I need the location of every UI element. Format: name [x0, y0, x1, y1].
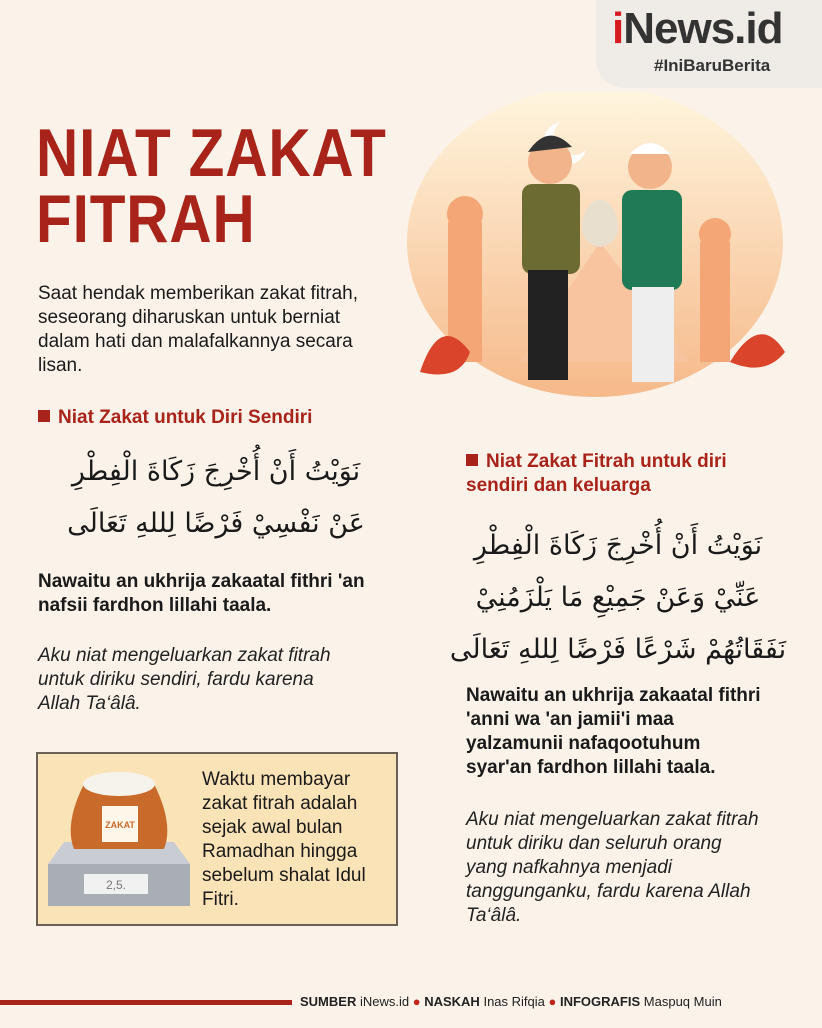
- scale-reading: 2,5.: [105, 878, 127, 892]
- footer-divider: [0, 1000, 292, 1005]
- latin-self: Nawaitu an ukhrija zakaatal fithri 'an nafsii fardhon lillahi taala.: [38, 571, 365, 616]
- heading-family: Niat Zakat Fitrah untuk diri sendiri dan keluarga: [466, 451, 727, 496]
- arabic-self: نَوَيْتُ أَنْ أُخْرِجَ زَكَاةَ الْفِطْرِ عَنْ نَفْسِيْ فَرْضًا لِللهِ تَعَالَى: [67, 456, 365, 539]
- translation-self: Aku niat mengeluarkan zakat fitrah untuk diriku sendiri, fardu karena Allah Ta‘âlâ.: [38, 645, 331, 714]
- brand-tagline: #IniBaruBerita: [654, 56, 771, 75]
- illustration-giving-zakat: [400, 92, 800, 402]
- arabic-family: نَوَيْتُ أَنْ أُخْرِجَ زَكَاةَ الْفِطْرِ عَنِّيْ وَعَنْ جَمِيْعِ مَا يَلْزَمُنِيْ نَفَقَاتُهُمْ شَرْعًا فَرْضًا لِللهِ تَعَالَى: [449, 530, 787, 665]
- bullet-square-icon: [38, 410, 50, 422]
- footer-credits: SUMBER iNews.id ● NASKAH Inas Rifqia ● INFOGRAFIS Maspuq Muin: [300, 994, 722, 1009]
- translation-family: Aku niat mengeluarkan zakat fitrah untuk diriku dan seluruh orang yang nafkahnya menjadi tanggunganku, fardu karena Allah Ta‘âlâ.: [466, 809, 759, 926]
- heading-self: Niat Zakat untuk Diri Sendiri: [38, 406, 312, 430]
- intro-text: Saat hendak memberikan zakat fitrah, seseorang diharuskan untuk berniat dalam hati dan malafalkannya secara lisan.: [38, 283, 359, 376]
- brand-logo: iNews.id: [612, 4, 783, 53]
- latin-family: Nawaitu an ukhrija zakaatal fithri 'anni wa 'an jamii'i maa yalzamunii nafaqootuhum syar'an fardhon lillahi taala.: [466, 685, 761, 778]
- page-title: NIAT ZAKAT FITRAH: [36, 115, 387, 257]
- scale-with-sack-illustration: [44, 764, 194, 914]
- sack-label: ZAKAT: [105, 820, 135, 830]
- info-box-text: Waktu membayar zakat fitrah adalah sejak awal bulan Ramadhan hingga sebelum shalat Idul Fitri.: [202, 769, 366, 910]
- bullet-square-icon: [466, 454, 478, 466]
